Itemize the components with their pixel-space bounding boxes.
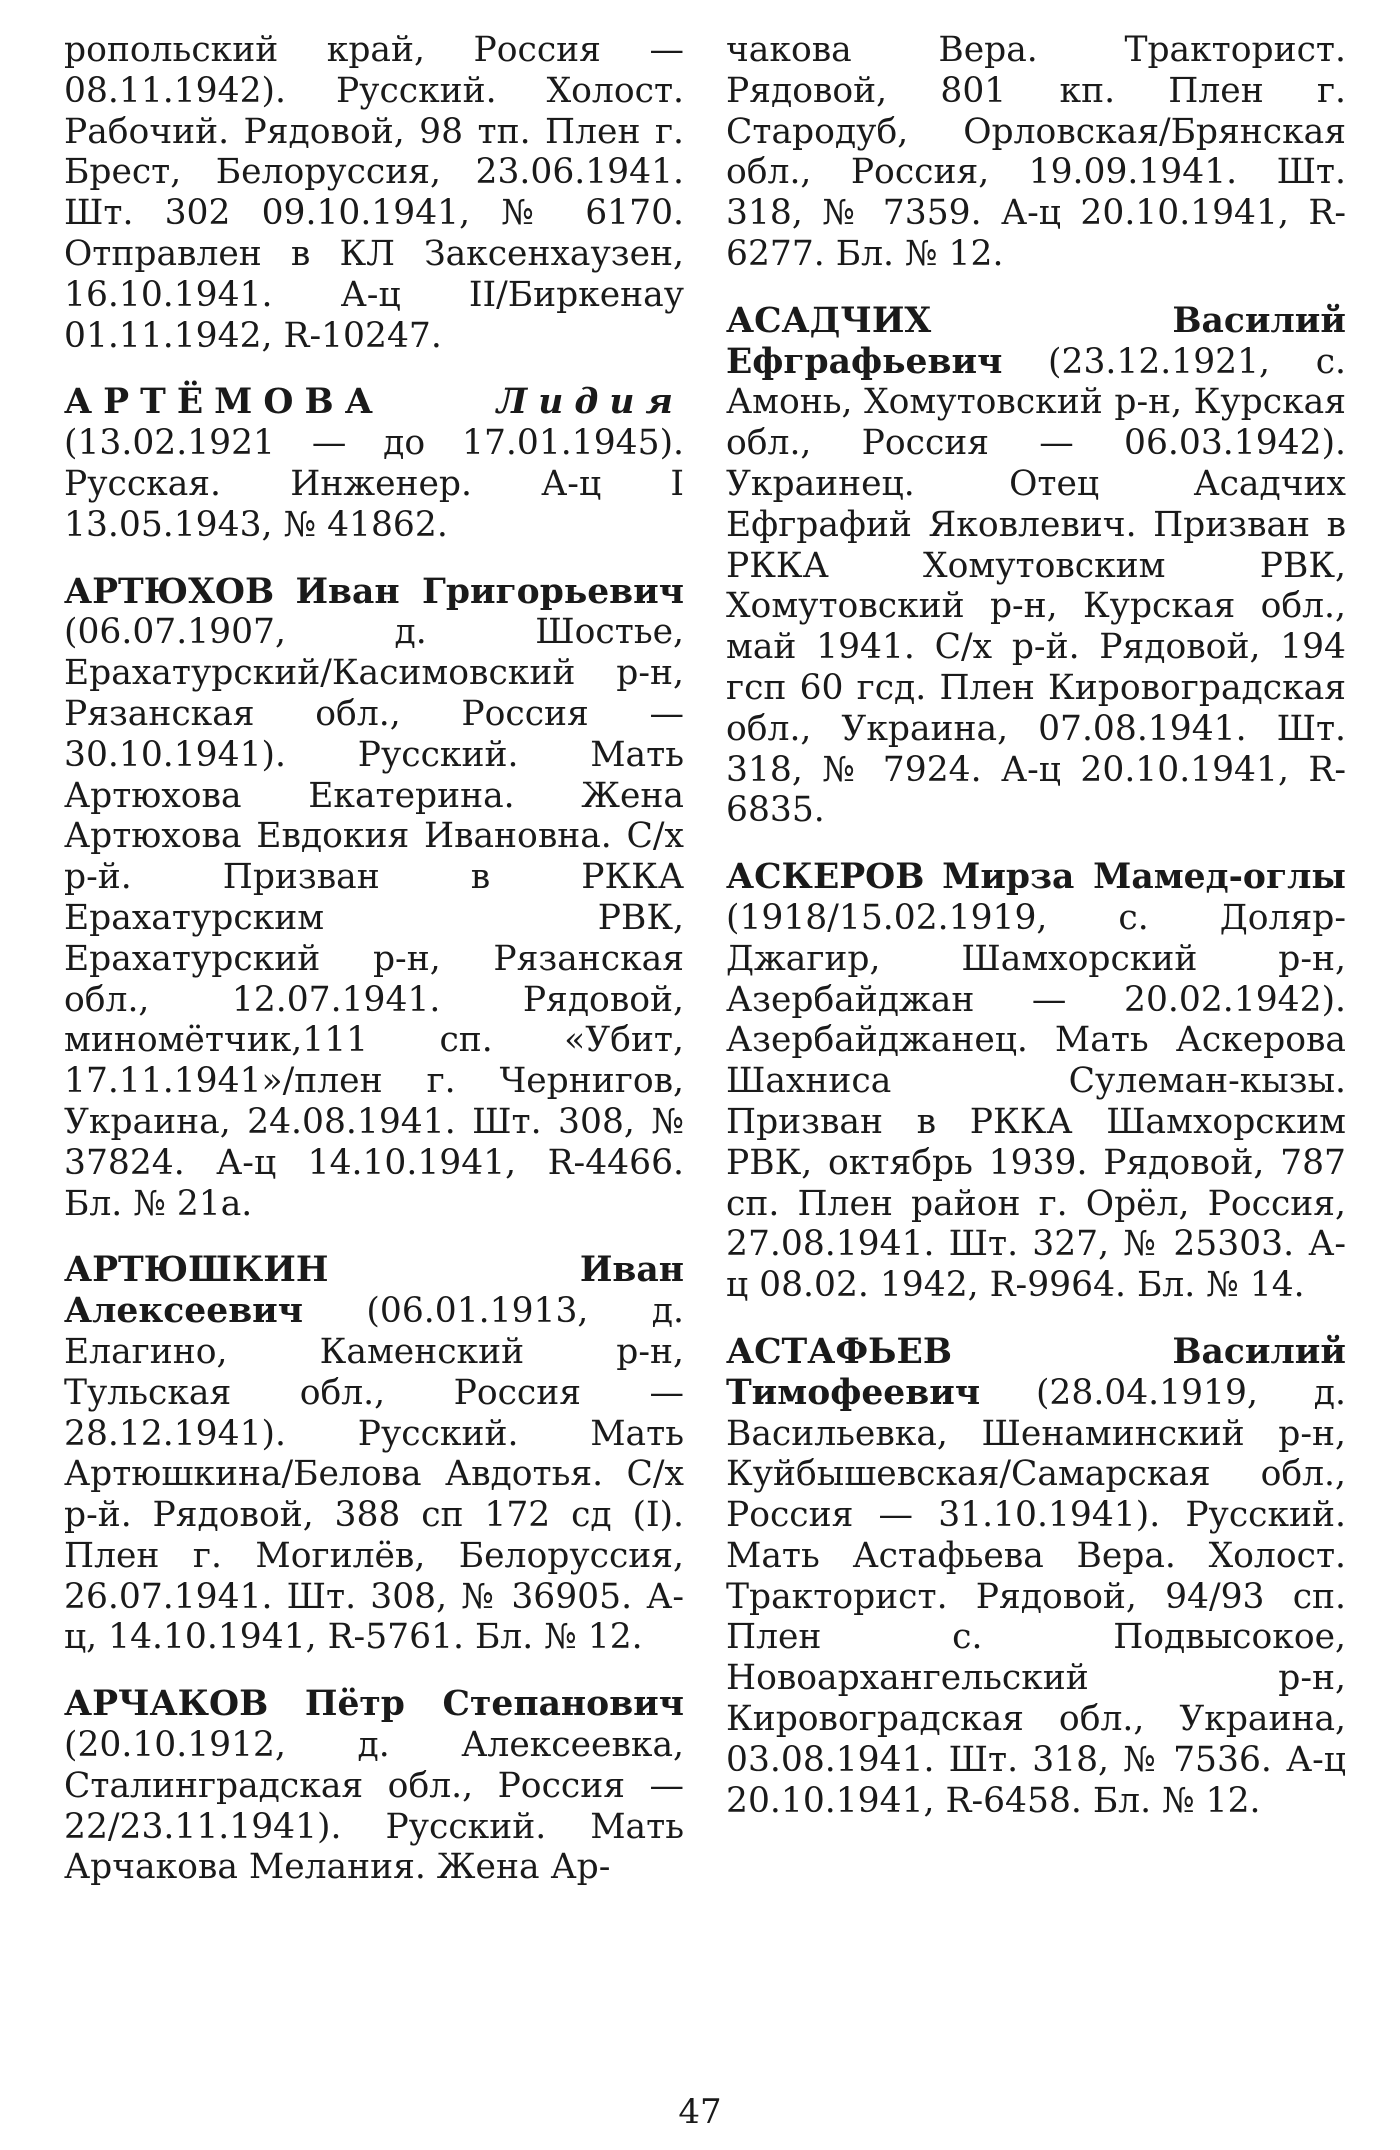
entry-surname: АРТЮХОВ [64, 571, 275, 612]
entry-surname: АСКЕРОВ [726, 857, 925, 898]
entry-artyomova [64, 382, 684, 545]
entry-surname: АРТЮШКИН [64, 1250, 329, 1291]
entry-given-name: Иван Григорьевич [295, 571, 684, 612]
entry-text: (28.04.1919, д. Васильевка, Шенаминский р-н, Куйбышевская/Самарская обл., Россия — 31.10.1941). Русский. Мать Астафьева Вера. Холост. Тракторист. Рядовой, 94/93 сп. Плен с. Подвысокое, Новоархангельский р-н, Кировоградская обл., Украина, 03.08.1941. Шт. 318, № 7536. А-ц 20.10.1941, R-6458. Бл. № 12. [726, 1372, 1346, 1821]
entry-given-name: Иван Алексеевич [64, 1250, 684, 1332]
page-number: 47 [678, 2092, 722, 2132]
entry-text: (06.07.1907, д. Шостье, Ерахатурский/Касимовский р-н, Рязанская обл., Россия — 30.10.1941). Русский. Мать Артюхова Екатерина. Жена Артюхова Евдокия Ивановна. С/х р-й. Призван в РККА Ерахатурским РВК, Ерахатурский р-н, Рязанская обл., 12.07.1941. Рядовой, миномётчик,111 сп. «Убит, 17.11.1941»/плен г. Чернигов, Украина, 24.08.1941. Шт. 308, № 37824. А-ц 14.10.1941, R-4466. Бл. № 21а. [64, 612, 684, 1224]
entry-archakov [64, 1684, 684, 1888]
entry-text: (1918/15.02.1919, с. Доляр-Джагир, Шамхорский р-н, Азербайджан — 20.02.1942). Азербайджанец. Мать Аскерова Шахниса Сулеман-кызы. Призван в РККА Шамхорским РВК, октябрь 1939. Рядовой, 787 сп. Плен район г. Орёл, Россия, 27.08.1941. Шт. 327, № 25303. А-ц 08.02. 1942, R-9964. Бл. № 14. [726, 897, 1346, 1306]
left-column [64, 30, 684, 1914]
entry-continuation [726, 30, 1346, 275]
entry-surname: АРТЁМОВА [64, 382, 384, 423]
entry-surname: АРЧАКОВ [64, 1684, 269, 1725]
entry-given-name: Мирза Мамед-оглы [942, 857, 1346, 898]
entry-given-name: Лидия [496, 382, 684, 423]
entry-artyushkin [64, 1250, 684, 1658]
right-column [726, 30, 1346, 1847]
entry-text: чакова Вера. Тракторист. Рядовой, 801 кп. Плен г. Стародуб, Орловская/Брянская обл., Россия, 19.09.1941. Шт. 318, № 7359. А-ц 20.10.1941, R-6277. Бл. № 12. [726, 30, 1346, 274]
entry-given-name: Василий Ефграфьевич [726, 300, 1346, 382]
entry-text: (13.02.1921 — до 17.01.1945). Русская. Инженер. А-ц I 13.05.1943, № 41862. [64, 423, 684, 545]
entry-text: ропольский край, Россия — 08.11.1942). Русский. Холост. Рабочий. Рядовой, 98 тп. Плен г. Брест, Белоруссия, 23.06.1941. Шт. 302 09.10.1941, № 6170. Отправлен в КЛ Заксенхаузен, 16.10.1941. А-ц II/Биркенау 01.11.1942, R-10247. [64, 30, 684, 356]
entry-given-name: Пётр Степанович [304, 1684, 684, 1725]
entry-askerov [726, 857, 1346, 1306]
entry-astafyev [726, 1332, 1346, 1822]
entry-surname: АСТАФЬЕВ [726, 1331, 952, 1372]
entry-text: (20.10.1912, д. Алексеевка, Сталинградская обл., Россия — 22/23.11.1941). Русский. Мать Арчакова Мелания. Жена Ар- [64, 1725, 684, 1888]
entry-artyukhov [64, 572, 684, 1225]
entry-text: (06.01.1913, д. Елагино, Каменский р-н, Тульская обл., Россия — 28.12.1941). Русский. Мать Артюшкина/Белова Авдотья. С/х р-й. Рядовой, 388 сп 172 сд (I). Плен г. Могилёв, Белоруссия, 26.07.1941. Шт. 308, № 36905. А-ц, 14.10.1941, R-5761. Бл. № 12. [64, 1291, 684, 1658]
entry-surname: АСАДЧИХ [726, 300, 932, 341]
entry-text: (23.12.1921, с. Амонь, Хомутовский р-н, Курская обл., Россия — 06.03.1942). Украинец. Отец Асадчих Ефграфий Яковлевич. Призван в РККА Хомутовским РВК, Хомутовский р-н, Курская обл., май 1941. С/х р-й. Рядовой, 194 гсп 60 гсд. Плен Кировоградская обл., Украина, 07.08.1941. Шт. 318, № 7924. А-ц 20.10.1941, R-6835. [726, 341, 1347, 831]
entry-continuation [64, 30, 684, 356]
entry-asadchikh [726, 301, 1346, 831]
entry-given-name: Василий Тимофеевич [726, 1331, 1346, 1413]
